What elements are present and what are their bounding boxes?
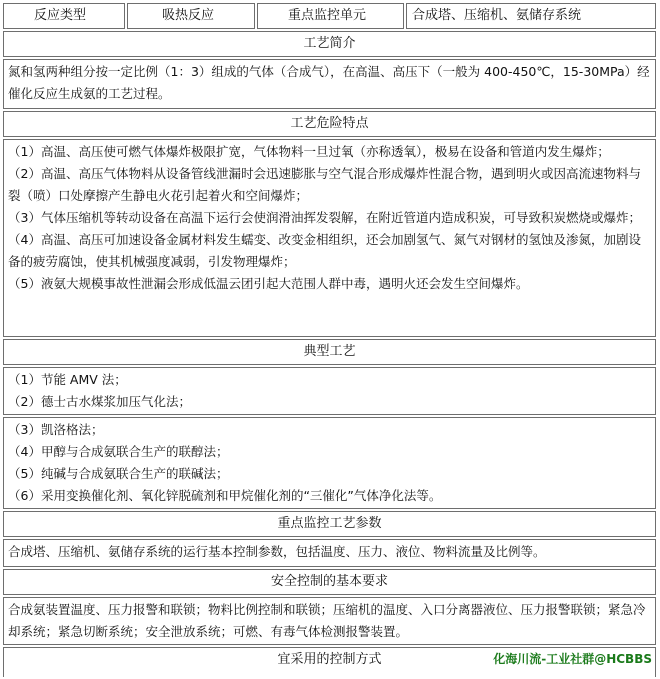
hazard-item: （2）高温、高压气体物料从设备管线泄漏时会迅速膨胀与空气混合形成爆炸性混合物，遇到明火或因高流速物料与裂（喷）口处摩擦产生静电火花引起着火和空间爆炸； xyxy=(8,166,641,203)
typical-item: （3）凯洛格法； xyxy=(8,422,104,437)
hazard-item: （4）高温、高压可加速设备金属材料发生蠕变、改变金相组织，还会加剧氢气、氮气对钢材的氢蚀及渗氮，加剧设备的疲劳腐蚀，使其机械强度减弱，引发物理爆炸； xyxy=(8,232,641,269)
control-title: 宜采用的控制方式 xyxy=(3,647,656,677)
safety-title: 安全控制的基本要求 xyxy=(3,569,656,595)
safety-line: 合成氨装置温度、压力报警和联锁；物料比例控制和联锁；压缩机的温度、入口分离器液位、压力报警联锁；紧急冷却系统；紧急切断系统；安全泄放系统；可燃、有毒气体检测报警装置。 xyxy=(8,602,646,639)
typical-item: （1）节能 AMV 法； xyxy=(8,372,127,387)
hazard-item: （1）高温、高压使可燃气体爆炸极限扩宽，气体物料一旦过氧（亦称透氧），极易在设备和管道内发生爆炸； xyxy=(8,144,610,159)
intro-body xyxy=(3,59,656,109)
process-table xyxy=(3,3,656,679)
typical-body-b xyxy=(3,417,656,509)
hazards-title: 工艺危险特点 xyxy=(3,111,656,137)
intro-line: 氮和氢两种组分按一定比例（1：3）组成的气体（合成气），在高温、高压下（一般为 400-450℃，15-30MPa）经催化反应生成氨的工艺过程。 xyxy=(8,64,650,101)
typical-item: （6）采用变换催化剂、氧化锌脱硫剂和甲烷催化剂的“三催化”气体净化法等。 xyxy=(8,488,442,503)
typical-item: （5）纯碱与合成氨联合生产的联碱法； xyxy=(8,466,229,481)
typical-title: 典型工艺 xyxy=(3,339,656,365)
typical-item: （4）甲醇与合成氨联合生产的联醇法； xyxy=(8,444,229,459)
monitor-unit-label: 重点监控单元 xyxy=(257,3,404,29)
typical-body-a xyxy=(3,367,656,415)
params-line: 合成塔、压缩机、氨储存系统的运行基本控制参数，包括温度、压力、液位、物料流量及比例等。 xyxy=(8,544,546,559)
monitor-unit-value: 合成塔、压缩机、氨储存系统 xyxy=(406,3,656,29)
hazards-body xyxy=(3,139,656,337)
intro-title: 工艺简介 xyxy=(3,31,656,57)
watermark: 化海川流-工业社群@HCBBS xyxy=(493,652,652,666)
params-title: 重点监控工艺参数 xyxy=(3,511,656,537)
hazard-item: （5）液氨大规模事故性泄漏会形成低温云团引起大范围人群中毒，遇明火还会发生空间爆炸。 xyxy=(8,276,529,291)
params-body xyxy=(3,539,656,567)
reaction-type-label: 反应类型 xyxy=(3,3,125,29)
hazard-item: （3）气体压缩机等转动设备在高温下运行会使润滑油挥发裂解，在附近管道内造成积炭，可导致积炭燃烧或爆炸； xyxy=(8,210,641,225)
reaction-type-value: 吸热反应 xyxy=(127,3,255,29)
header-row xyxy=(3,3,656,29)
safety-body xyxy=(3,597,656,645)
typical-item: （2）德士古水煤浆加压气化法； xyxy=(8,394,191,409)
